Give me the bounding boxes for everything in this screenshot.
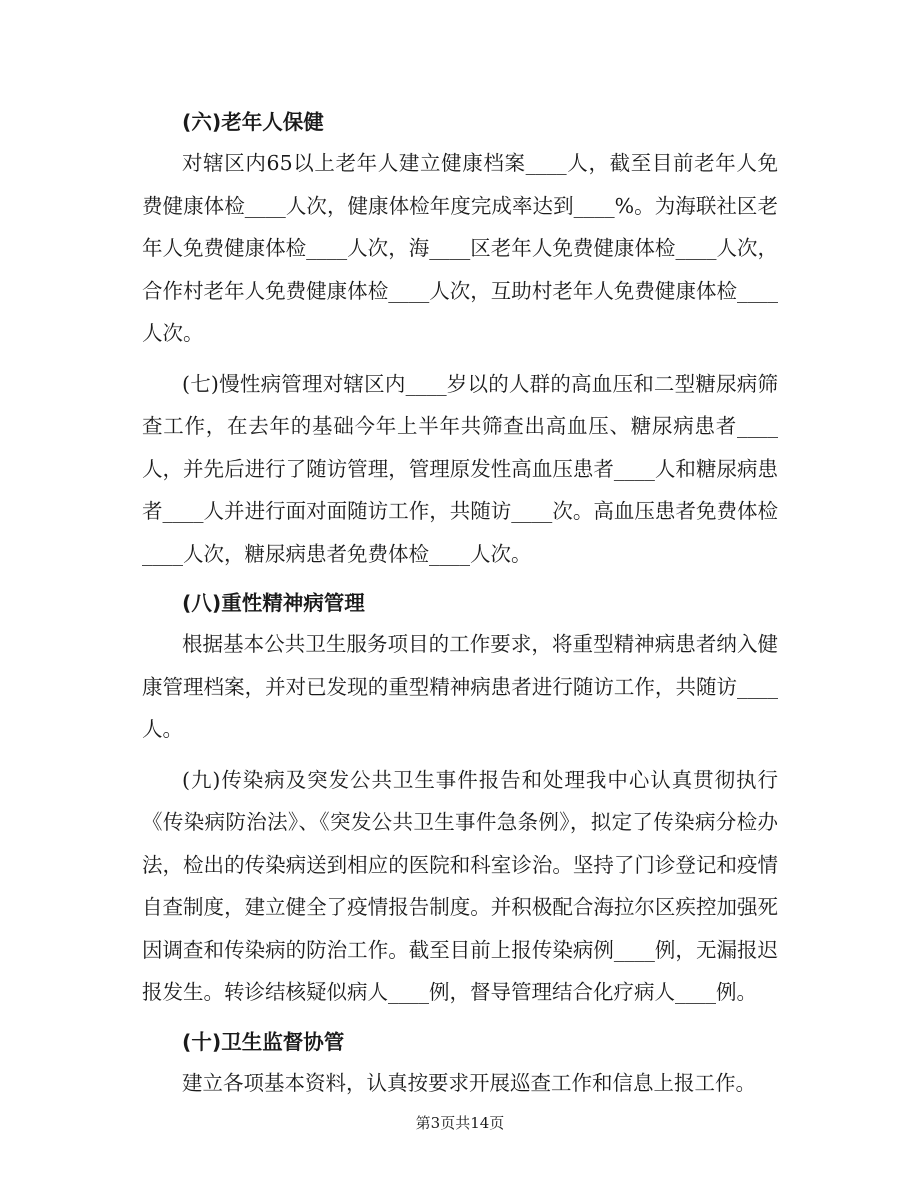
paragraph-chronic-disease: (七)慢性病管理对辖区内____岁以的人群的高血压和二型糖尿病筛查工作，在去年的基础今年上半年共筛查出高血压、糖尿病患者____人，并先后进行了随访管理，管理原发性高血压患者____人和糖尿病患者____人并进行面对面随访工作，共随访____次。高血压患者免费体检____人次，糖尿病患者免费体检____人次。 <box>142 371 778 566</box>
section-heading-health-supervision: (十)卫生监督协管 <box>182 1029 345 1054</box>
section-spacer <box>142 751 778 759</box>
section-spacer <box>142 355 778 363</box>
paragraph-health-supervision: 建立各项基本资料，认真按要求开展巡查工作和信息上报工作。 <box>182 1070 756 1095</box>
paragraph-elderly-care: 对辖区内65以上老年人建立健康档案____人，截至目前老年人免费健康体检____人次，健康体检年度完成率达到____%。为海联社区老年人免费健康体检____人次，海____区老年人免费健康体检____人次，合作村老年人免费健康体检____人次，互助村老年人免费健康体检____人次。 <box>142 151 778 345</box>
section-spacer <box>142 575 778 583</box>
section-heading-mental-illness: (八)重性精神病管理 <box>182 591 365 615</box>
section-heading-elderly-care: (六)老年人保健 <box>182 110 324 134</box>
paragraph-mental-illness: 根据基本公共卫生服务项目的工作要求，将重型精神病患者纳入健康管理档案，并对已发现的重型精神病患者进行随访工作，共随访____人。 <box>142 632 778 741</box>
page-number-footer: 第3页共14页 <box>415 1114 505 1132</box>
section-spacer <box>142 1014 778 1022</box>
paragraph-infectious-disease: (九)传染病及突发公共卫生事件报告和处理我中心认真贯彻执行《传染病防治法》、《突发公共卫生事件急条例》，拟定了传染病分检办法，检出的传染病送到相应的医院和科室诊治。坚持了门诊登记和疫情自查制度，建立健全了疫情报告制度。并积极配合海拉尔区疾控加强死因调查和传染病的防治工作。截至目前上报传染病例____例，无漏报迟报发生。转诊结核疑似病人____例，督导管理结合化疗病人____例。 <box>142 767 778 1004</box>
document-body <box>142 102 778 1104</box>
